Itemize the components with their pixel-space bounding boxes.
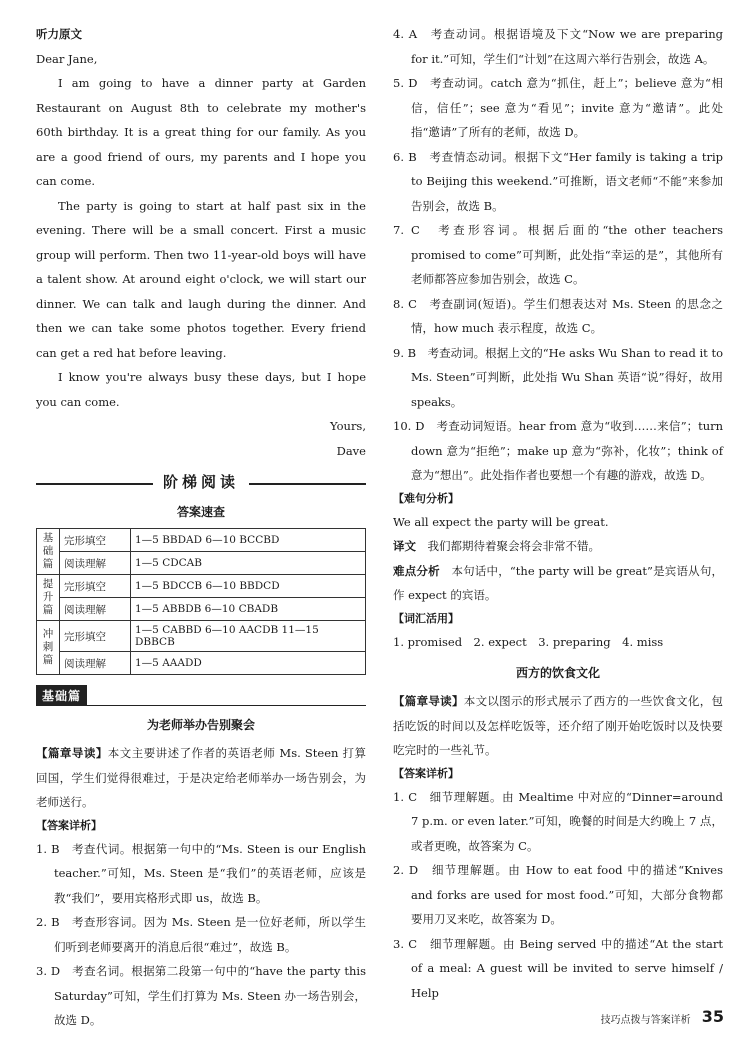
guide-tag: 【篇章导读】	[36, 746, 108, 760]
table-cell: 提升篇	[37, 575, 60, 621]
table-cell: 1—5 AAADD	[131, 652, 366, 675]
table-cell: 完形填空	[60, 621, 131, 652]
answer-item: 3. D 考查名词。根据第二段第一句中的“have the party this Saturday”可知，学生们打算为 Ms. Steen 办一场告别会，故选 D。	[36, 964, 366, 1027]
answer-title: 答案速查	[176, 505, 225, 519]
table-cell: 1—5 BDCCB 6—10 BBDCD	[131, 575, 366, 598]
answer-item: 1. B 考查代词。根据第一句中的“Ms. Steen is our English teacher.”可知，Ms. Steen 是“我们”的英语老师，应该是教“我们”，要用宾格形式即 us，故选 B。	[36, 841, 366, 905]
table-cell: 阅读理解	[60, 652, 131, 675]
translation-text: 我们都期待着聚会将会非常不错。	[427, 539, 600, 553]
letter-paragraph: The party is going to start at half past six in the evening. There will be a small concert. First a music group will perform. Then two 11-year-old boys will have a talent show. At around eight o'clock, we will start our dinner. We can talk and laugh during the dinner. And then we can take some photos together. Every friend can get a red hat before leaving.	[36, 198, 366, 360]
answer-item: 9. B 考查动词。根据上文的“He asks Wu Shan to read it to Ms. Steen”可判断，此处指 Wu Shan 英语“说”得好，故用 speaks。	[393, 345, 723, 409]
answer-item: 1. C 细节理解题。由 Mealtime 中对应的“Dinner=around 7 p.m. or even later.”可知，晚餐的时间是大约晚上 7 点，或者更晚，故答案为 C。	[393, 789, 723, 853]
vocab-answers: 1. promised 2. expect 3. preparing 4. miss	[393, 634, 664, 649]
analysis-label: 难点分析	[393, 563, 440, 578]
section-badge: 基础篇	[36, 685, 87, 706]
section-header	[36, 471, 366, 497]
answer-item: 2. D 细节理解题。由 How to eat food 中的描述“Knives and forks are used for most food.”可知，大部分食物都要用刀叉来吃，故答案为 D。	[393, 863, 723, 926]
footer-text: 技巧点拨与答案详析	[600, 1015, 691, 1026]
answer-item: 4. A 考查动词。根据语境及下文“Now we are preparing for it.”可知，学生们“计划”在这周六举行告别会，故选 A。	[393, 27, 723, 66]
letter-signature: Dave	[336, 443, 366, 458]
table-cell: 1—5 CDCAB	[131, 552, 366, 575]
table-cell: 冲刺篇	[37, 621, 60, 675]
analysis-text: 本句话中，“the party will be great”是宾语从句，作 expect 的宾语。	[393, 563, 724, 602]
right-column	[393, 22, 723, 1005]
table-row	[37, 529, 366, 552]
left-column	[36, 22, 366, 1033]
guide-tag: 【篇章导读】	[393, 694, 464, 708]
listening-title: 听力原文	[36, 27, 82, 41]
difficult-tag: 【难句分析】	[393, 491, 459, 505]
translation-label: 译文	[393, 539, 416, 553]
answer-item: 8. C 考查副词(短语)。学生们想表达对 Ms. Steen 的思念之情，how much 表示程度，故选 C。	[393, 296, 723, 335]
table-cell: 完形填空	[60, 529, 131, 552]
detail-tag: 【答案详析】	[36, 818, 102, 832]
answer-item: 7. C 考查形容词。根据后面的“the other teachers promised to come”可判断，此处指“幸运的是”，其他所有老师都答应参加告别会，故选 C。	[393, 223, 723, 286]
badge-row	[36, 685, 366, 706]
table-row	[37, 575, 366, 598]
table-cell: 阅读理解	[60, 552, 131, 575]
table-cell: 1—5 CABBD 6—10 AACDB 11—15 DBBCB	[131, 621, 366, 652]
answer-item: 5. D 考查动词。catch 意为“抓住，赶上”；believe 意为“相信，信任”；see 意为“看见”；invite 意为“邀请”。此处指“邀请”了所有的老师，故选 D。	[393, 76, 723, 139]
letter-paragraph: I am going to have a dinner party at Garden Restaurant on August 8th to celebrate my mother's 60th birthday. It is a great thing for our family. As you are a good friend of ours, my parents and I hope you can come.	[36, 76, 366, 188]
letter-greeting: Dear Jane,	[36, 51, 98, 66]
table-row	[37, 652, 366, 675]
article-title: 为老师举办告别聚会	[146, 718, 255, 732]
guide-text: 本文主要讲述了作者的英语老师 Ms. Steen 打算回国，学生们觉得很难过，于是决定给老师举办一场告别会，为老师送行。	[36, 746, 366, 809]
article-title: 西方的饮食文化	[515, 666, 600, 680]
letter-paragraph: I know you're always busy these days, but I hope you can come.	[36, 370, 366, 409]
table-row	[37, 621, 366, 652]
guide-text: 本文以图示的形式展示了西方的一些饮食文化，包括吃饭的时间以及怎样吃饭等，还介绍了刚开始吃饭时以及快要吃完时的一些礼节。	[393, 694, 724, 757]
letter-closing: Yours,	[330, 419, 366, 433]
vocab-tag: 【词汇活用】	[393, 611, 459, 625]
answer-item: 10. D 考查动词短语。hear from 意为“收到……来信”；turn down 意为“拒绝”；make up 意为“弥补，化妆”；think of 意为“想出”。此处指作者也要想一个有趣的游戏，故选 D。	[393, 419, 723, 482]
table-cell: 完形填空	[60, 575, 131, 598]
answer-item: 2. B 考查形容词。因为 Ms. Steen 是一位好老师，所以学生们听到老师要离开的消息后很“难过”，故选 B。	[36, 915, 366, 954]
answer-table	[36, 528, 366, 675]
table-row	[37, 552, 366, 575]
difficult-sentence: We all expect the party will be great.	[393, 514, 609, 529]
table-row	[37, 598, 366, 621]
section-title: 阶梯阅读	[153, 471, 249, 492]
table-cell: 1—5 ABBDB 6—10 CBADB	[131, 598, 366, 621]
answer-item: 6. B 考查情态动词。根据下文“Her family is taking a trip to Beijing this weekend.”可推断，语文老师“不能”来参加告别会，故选 B。	[393, 149, 723, 213]
table-cell: 基础篇	[37, 529, 60, 575]
answer-item: 3. C 细节理解题。由 Being served 中的描述“At the start of a meal: A guest will be invited to serve himself / Help	[393, 936, 723, 1000]
table-cell: 阅读理解	[60, 598, 131, 621]
detail-tag: 【答案详析】	[393, 766, 459, 780]
page-footer	[601, 1007, 724, 1026]
table-cell: 1—5 BBDAD 6—10 BCCBD	[131, 529, 366, 552]
page-number: 35	[701, 1007, 724, 1026]
